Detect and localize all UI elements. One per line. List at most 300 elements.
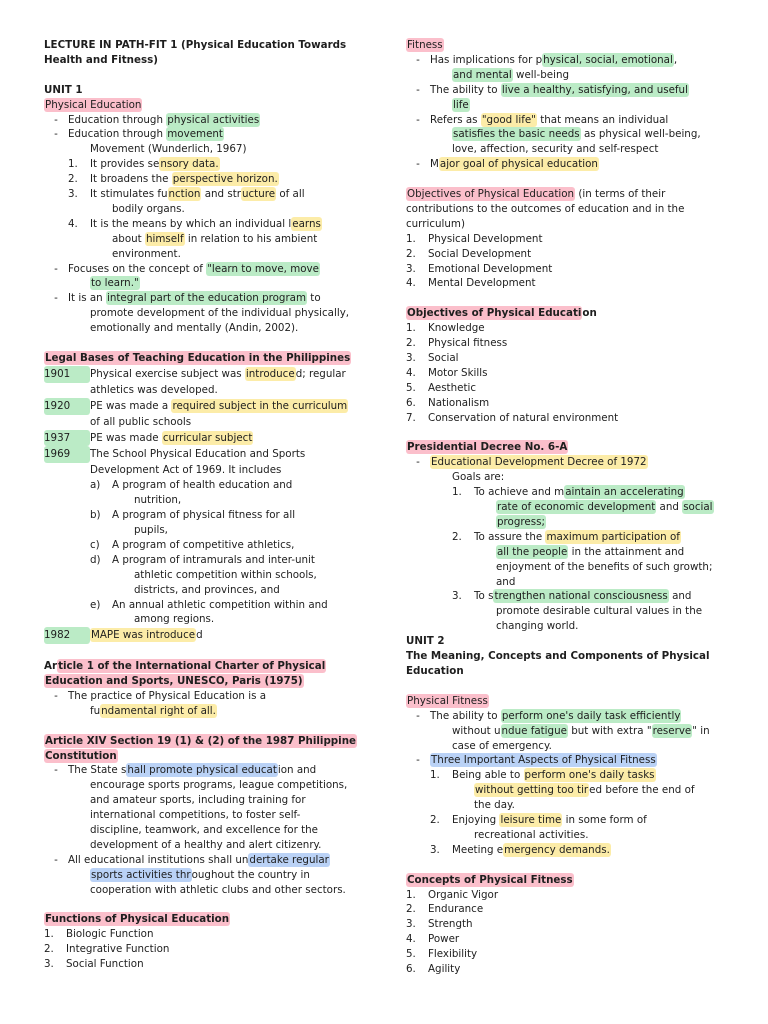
text-line (406, 947, 732, 962)
text-span: Education (406, 665, 464, 678)
text-span: well-being (512, 68, 570, 81)
text-line (44, 942, 366, 957)
text-span: Refers as (430, 113, 481, 126)
year-label: 1937 (44, 430, 90, 447)
text-line (44, 276, 366, 291)
text-span: of all (276, 188, 305, 201)
text-line (406, 396, 732, 411)
text-span: Strength (428, 918, 473, 931)
list-number: 3. (406, 262, 416, 275)
highlighted-text: all the people (497, 545, 568, 558)
text-line (406, 202, 732, 217)
text-span: (in terms of their (575, 188, 666, 201)
text-line (44, 127, 366, 142)
heading-line (44, 674, 366, 689)
text-line (44, 430, 366, 447)
text-span: Flexibility (428, 948, 478, 961)
text-line (406, 83, 732, 98)
heading-line (406, 649, 732, 664)
left-column (44, 38, 366, 972)
highlighted-text: life (453, 98, 469, 111)
dash-bullet: - (416, 158, 420, 171)
text-span: LECTURE IN PATH-FIT 1 (Physical Education Towards (44, 39, 347, 51)
list-number: 3. (430, 843, 440, 856)
text-span: curriculum) (406, 217, 465, 230)
text-line (44, 508, 366, 523)
highlighted-text: Article XIV Section 19 (1) & (2) of the 1987 Philippine (45, 734, 357, 747)
text-line (406, 366, 732, 381)
text-span: The Meaning, Concepts and Components of Physical (406, 650, 710, 663)
text-line (406, 739, 732, 754)
text-line (44, 493, 366, 508)
text-span: PE was made a (90, 399, 172, 412)
highlighted-text: Physical Fitness (407, 694, 488, 707)
highlighted-text: social (683, 501, 713, 514)
text-line (406, 336, 732, 351)
dash-bullet: - (416, 709, 420, 722)
text-span: Mental Development (428, 277, 536, 290)
list-number: 5. (406, 381, 416, 394)
text-span: in the attainment and (568, 545, 685, 558)
highlighted-text: reserve (652, 724, 692, 737)
text-line (406, 411, 732, 426)
text-span: in some form of (562, 814, 647, 827)
text-line (44, 853, 366, 868)
list-number: 3. (406, 918, 416, 931)
text-span: Education through (68, 113, 167, 126)
text-line (44, 778, 366, 793)
dash-bullet: - (54, 128, 58, 141)
year-label: 1901 (44, 366, 90, 383)
list-number: b) (90, 509, 101, 522)
text-span: the day. (474, 799, 515, 812)
highlighted-text: Objectives of Physical Educati (407, 307, 582, 320)
text-span: Conservation of natural environment (428, 411, 619, 424)
text-line (406, 351, 732, 366)
highlighted-text: ucture (241, 188, 276, 201)
highlighted-text: Constitution (45, 749, 117, 762)
dash-bullet: - (416, 113, 420, 126)
text-span: as physical well-being, (580, 128, 701, 141)
text-line (406, 902, 732, 917)
text-line (44, 523, 366, 538)
highlighted-text: hall promote physical educat (127, 764, 277, 777)
highlighted-text: "good life" (481, 113, 536, 126)
list-number: 2. (452, 530, 462, 543)
text-span: The School Physical Education and Sports (90, 448, 306, 461)
text-line (406, 828, 732, 843)
highlighted-text: perform one's daily tasks (524, 769, 655, 782)
text-line (406, 709, 732, 724)
blank-line (406, 172, 732, 187)
blank-line (406, 426, 732, 441)
text-line (44, 868, 366, 883)
list-number: d) (90, 553, 101, 566)
text-line (44, 446, 366, 463)
highlighted-text: to learn." (91, 277, 139, 290)
text-span: Development Act of 1969. It includes (90, 464, 282, 477)
list-number: 1. (406, 232, 416, 245)
year-label: 1969 (44, 446, 90, 463)
text-span: To assure the (474, 530, 546, 543)
text-span: Social (428, 352, 459, 364)
text-span: love, affection, security and self-respect (452, 143, 659, 156)
text-span: that means an individual (536, 113, 669, 126)
text-span: contributions to the outcomes of education and in the (406, 202, 685, 215)
text-line (406, 127, 732, 142)
text-line (44, 217, 366, 232)
highlighted-text: satisfies the basic needs (453, 128, 580, 141)
text-line (44, 823, 366, 838)
highlighted-text: Physical Education (45, 98, 142, 111)
highlighted-text: ndue fatigue (501, 724, 567, 737)
heading-line (44, 912, 366, 927)
heading-line (44, 659, 366, 674)
list-number: 2. (68, 173, 78, 186)
list-number: 2. (406, 247, 416, 260)
highlighted-text: MAPE was introduce (91, 629, 196, 642)
text-span: A program of intramurals and inter-unit (112, 553, 315, 566)
text-line (406, 98, 732, 113)
text-span: enjoyment of the benefits of such growth; (496, 560, 713, 573)
text-span: recreational activities. (474, 828, 589, 841)
text-line (406, 53, 732, 68)
text-line (406, 232, 732, 247)
highlighted-text: mergency demands. (504, 843, 610, 856)
text-line (406, 142, 732, 157)
text-span: Enjoying (452, 814, 500, 827)
blank-line (406, 679, 732, 694)
highlighted-text: leisure time (500, 814, 562, 827)
text-span: among regions. (134, 613, 215, 626)
highlighted-text: himself (145, 232, 184, 245)
text-line (406, 813, 732, 828)
text-span: Meeting e (452, 843, 504, 856)
text-span: The State s (68, 764, 127, 777)
text-span: discipline, teamwork, and excellence for the (90, 824, 319, 837)
text-span: and amateur sports, including training for (90, 794, 306, 807)
list-number: a) (90, 479, 101, 492)
dash-bullet: - (416, 754, 420, 767)
text-line (44, 598, 366, 613)
text-line (406, 530, 732, 545)
text-line (44, 202, 366, 217)
text-span: about (112, 232, 145, 245)
text-line (406, 619, 732, 634)
text-line (406, 113, 732, 128)
text-line (406, 217, 732, 232)
list-number: 3. (68, 188, 78, 201)
highlighted-text: and mental (453, 68, 512, 81)
text-line (44, 142, 366, 157)
text-span: A program of competitive athletics, (112, 538, 295, 551)
blank-line (44, 644, 366, 659)
text-span: A program of physical fitness for all (112, 509, 296, 522)
highlighted-text: ndamental right of all. (101, 704, 216, 717)
text-line (406, 589, 732, 604)
text-span: emotionally and mentally (Andin, 2002). (90, 322, 299, 335)
text-line (44, 583, 366, 598)
highlighted-text: Functions of Physical Education (45, 913, 230, 926)
highlighted-text: sports activities thr (91, 868, 191, 881)
text-span: and (496, 575, 516, 588)
list-number: c) (90, 538, 100, 551)
highlighted-text: introduce (245, 367, 295, 380)
heading-line (406, 306, 732, 321)
text-span: It stimulates fu (90, 188, 168, 201)
text-line (44, 383, 366, 398)
list-number: 2. (44, 943, 54, 956)
dash-bullet: - (54, 689, 58, 702)
heading-line (44, 38, 366, 53)
text-span: All educational institutions shall un (68, 853, 249, 866)
list-number: 1. (452, 486, 462, 499)
highlighted-text: Education and Sports, UNESCO, Paris (1975) (45, 675, 303, 688)
text-span: Focuses on the concept of (68, 262, 207, 275)
dash-bullet: - (54, 853, 58, 866)
text-span: Physical exercise subject was (90, 367, 245, 380)
highlighted-text: trengthen national consciousness (494, 590, 668, 603)
text-span: Emotional Development (428, 262, 553, 275)
list-number: 3. (406, 352, 416, 364)
text-span: of all public schools (90, 415, 192, 428)
highlighted-text: progress; (497, 515, 545, 528)
text-line (44, 763, 366, 778)
list-number: 1. (406, 322, 416, 335)
highlighted-text: Concepts of Physical Fitness (407, 873, 573, 886)
text-span: Agility (428, 963, 461, 976)
text-span: Education through (68, 128, 167, 141)
list-number: 4. (406, 277, 416, 290)
list-number: 3. (452, 590, 462, 603)
dash-bullet: - (416, 456, 420, 469)
text-span: It provides se (90, 158, 160, 171)
highlighted-text: perspective horizon. (172, 173, 278, 186)
text-span: development of a healthy and alert citizenry. (90, 838, 322, 851)
highlighted-text: live a healthy, satisfying, and useful (501, 83, 688, 96)
list-number: 2. (406, 903, 416, 916)
heading-line (44, 53, 366, 68)
text-line (44, 463, 366, 478)
text-line (406, 157, 732, 172)
text-line (44, 957, 366, 972)
dash-bullet: - (54, 764, 58, 777)
highlighted-text: without getting too tir (475, 784, 589, 797)
text-span: Motor Skills (428, 366, 488, 379)
blank-line (406, 858, 732, 873)
right-column (406, 38, 732, 977)
text-span: Physical Development (428, 232, 543, 245)
text-span: d; regular (295, 367, 346, 380)
highlighted-text: earns (292, 217, 321, 230)
text-span: An annual athletic competition within and (112, 598, 328, 611)
list-number: 1. (44, 928, 54, 941)
text-span: Knowledge (428, 322, 485, 335)
blank-line (44, 68, 366, 83)
text-line (406, 917, 732, 932)
heading-line (44, 734, 366, 749)
blank-line (44, 336, 366, 351)
text-line (44, 927, 366, 942)
list-number: 6. (406, 396, 416, 409)
highlighted-text: nsory data. (160, 158, 219, 171)
text-line (406, 560, 732, 575)
text-line (44, 553, 366, 568)
text-span: in relation to his ambient (184, 232, 318, 245)
highlighted-text: Presidential Decree No. 6-A (407, 441, 568, 454)
list-number: e) (90, 598, 101, 611)
highlighted-text: hysical, social, emotional (543, 53, 673, 66)
highlighted-text: "learn to move, move (207, 262, 319, 275)
heading-line (406, 440, 732, 455)
text-span: Social Development (428, 247, 532, 260)
text-line (44, 247, 366, 262)
text-span: Goals are: (452, 471, 505, 484)
text-line (406, 798, 732, 813)
text-span: Endurance (428, 903, 484, 916)
text-line (44, 612, 366, 627)
text-span: It broadens the (90, 173, 172, 186)
text-span: A program of health education and (112, 479, 293, 492)
text-line (44, 398, 366, 415)
highlighted-text: Legal Bases of Teaching Education in the Philippines (45, 352, 351, 364)
text-span: without u (452, 724, 501, 737)
list-number: 1. (406, 888, 416, 901)
text-span: environment. (112, 247, 181, 260)
text-line (44, 366, 366, 383)
year-label: 1920 (44, 398, 90, 415)
text-line (406, 470, 732, 485)
list-number: 2. (430, 814, 440, 827)
highlighted-text: perform one's daily task efficiently (501, 709, 681, 722)
text-line (406, 724, 732, 739)
text-line (44, 478, 366, 493)
text-line (44, 321, 366, 336)
text-line (406, 962, 732, 977)
text-line (44, 838, 366, 853)
highlighted-text: ajor goal of physical education (439, 158, 598, 171)
heading-line (44, 83, 366, 98)
text-span: promote desirable cultural values in the (496, 605, 703, 618)
text-span: oughout the country in (191, 868, 310, 881)
text-span: The practice of Physical Education is a (68, 689, 267, 702)
list-number: 6. (406, 963, 416, 976)
text-line (44, 232, 366, 247)
text-span: Nationalism (428, 396, 490, 409)
text-line (406, 932, 732, 947)
text-span: ion and (277, 764, 317, 777)
text-span: Aesthetic (428, 381, 477, 394)
text-line (44, 291, 366, 306)
highlighted-text: maximum participation of (546, 530, 680, 543)
text-span: Health and Fitness) (44, 53, 158, 66)
text-line (406, 843, 732, 858)
highlighted-text: movement (167, 128, 223, 141)
text-span: Ar (44, 660, 58, 673)
year-label: 1982 (44, 627, 90, 644)
text-line (406, 321, 732, 336)
list-number: 4. (68, 217, 78, 230)
text-span: to (307, 292, 321, 305)
highlighted-text: physical activities (167, 113, 260, 126)
text-span: The ability to (430, 83, 501, 96)
dash-bullet: - (54, 262, 58, 275)
dash-bullet: - (54, 292, 58, 305)
text-line (406, 768, 732, 783)
text-span: international competitions, to foster self- (90, 809, 301, 822)
highlighted-text: aintain an accelerating (565, 486, 684, 499)
text-line (406, 68, 732, 83)
text-span: promote development of the individual physically, (90, 307, 350, 320)
text-line (44, 793, 366, 808)
heading-line (406, 873, 732, 888)
highlighted-text: ticle 1 of the International Charter of Physical (58, 660, 326, 673)
text-line (406, 38, 732, 53)
list-number: 2. (406, 337, 416, 350)
list-number: 7. (406, 411, 416, 424)
text-line (44, 262, 366, 277)
blank-line (44, 898, 366, 913)
highlighted-text: dertake regular (249, 853, 329, 866)
text-line (406, 783, 732, 798)
list-number: 4. (406, 933, 416, 946)
text-span: " in (692, 724, 710, 737)
text-span: The ability to (430, 709, 501, 722)
text-line (44, 187, 366, 202)
list-number: 3. (44, 958, 54, 971)
list-number: 4. (406, 366, 416, 379)
highlighted-text: Educational Development Decree of 1972 (431, 456, 647, 469)
text-line (44, 689, 366, 704)
text-span: It is an (68, 292, 106, 305)
text-line (44, 172, 366, 187)
highlighted-text: nction (168, 188, 201, 201)
text-span: Organic Vigor (428, 888, 499, 901)
text-line (44, 704, 366, 719)
text-span: pupils, (134, 523, 168, 536)
text-span: fu (90, 704, 101, 717)
text-span: on (582, 307, 597, 320)
text-span: Biologic Function (66, 928, 154, 941)
text-span: and (656, 501, 683, 514)
text-span: UNIT 2 (406, 635, 445, 648)
text-line (44, 306, 366, 321)
highlighted-text: Three Important Aspects of Physical Fitness (431, 754, 656, 767)
text-span: Being able to (452, 769, 524, 782)
text-span: nutrition, (134, 494, 182, 507)
dash-bullet: - (54, 113, 58, 126)
text-line (406, 262, 732, 277)
text-line (44, 808, 366, 823)
text-span: Social Function (66, 958, 144, 971)
text-span: and (668, 590, 692, 603)
highlighted-text: curricular subject (162, 431, 253, 444)
text-line (406, 545, 732, 560)
text-line (44, 627, 366, 644)
text-span: Movement (Wunderlich, 1967) (90, 143, 247, 156)
text-line (44, 415, 366, 430)
blank-line (406, 291, 732, 306)
text-line (44, 538, 366, 553)
text-span: Power (428, 933, 460, 946)
text-line (406, 575, 732, 590)
text-line (44, 568, 366, 583)
text-span: ed before the end of (589, 784, 695, 797)
text-line (406, 753, 732, 768)
highlighted-text: Objectives of Physical Education (407, 188, 575, 201)
text-span: athletic competition within schools, (134, 568, 317, 581)
text-span: cooperation with athletic clubs and other sectors. (90, 883, 346, 896)
